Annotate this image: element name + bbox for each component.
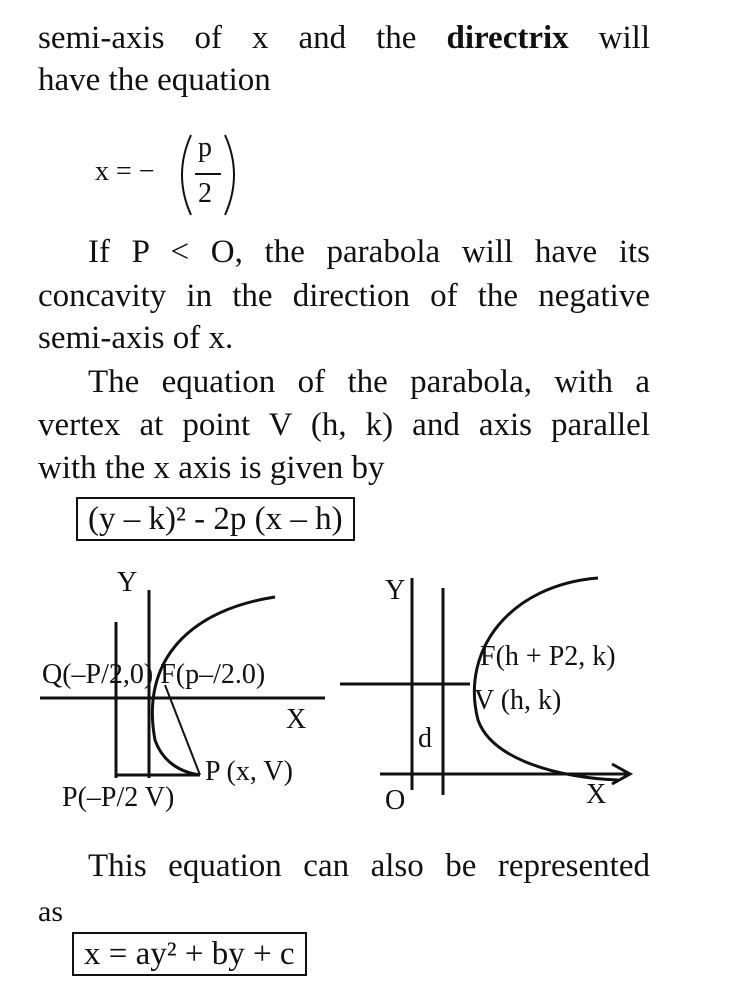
para3-line3: with the x axis is given by [38,450,385,486]
para2-line2: concavity in the direction of the negative [38,278,650,314]
right-o-label: O [385,785,406,816]
right-f-label: F(h + P2, k) [480,641,616,672]
para1-line2: have the equation [38,62,271,98]
eq-numerator: p [198,132,212,163]
para2-line1: If P < O, the parabola will have its [88,234,650,270]
left-p2-label: P(–P/2 V) [62,782,175,813]
left-y-label: Y [117,567,138,598]
para3-line2: vertex at point V (h, k) and axis parallel [38,407,650,443]
para4-line2: as [38,895,63,928]
left-q-f-label: Q(–P/2,0) F(p–/2.0) [42,659,266,690]
directrix-term: directrix [446,20,569,56]
left-x-label: X [286,704,307,735]
right-d-label: d [418,723,432,754]
parabola-equation-box: (y – k)² - 2p (x – h) [76,497,355,541]
para4-line1: This equation can also be represented [88,848,650,884]
text-fragment: semi-axis of x and the [38,20,447,56]
eq-lhs: x = − [95,156,155,187]
right-x-label: X [586,779,607,810]
para3-line1: The equation of the parabola, with a [88,364,650,400]
eq-denominator: 2 [198,178,212,209]
right-parabola [474,578,618,780]
right-v-label: V (h, k) [474,685,562,716]
quadratic-equation-box: x = ay² + by + c [72,932,307,976]
text-fragment: will [568,20,650,56]
right-y-label: Y [385,575,406,606]
para2-line3: semi-axis of x. [38,320,234,356]
left-p-label: P (x, V) [205,756,293,787]
